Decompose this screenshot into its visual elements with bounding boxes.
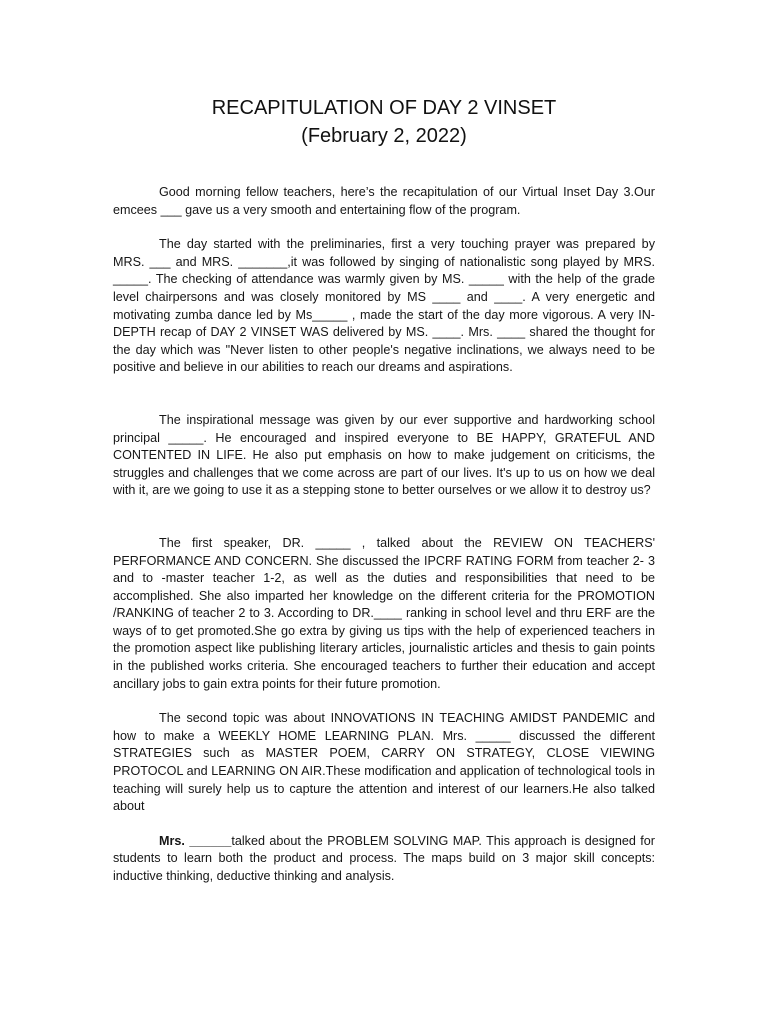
paragraph-second-topic: The second topic was about INNOVATIONS IN TEACHING AMIDST PANDEMIC and how to make a WEEKLY HOME LEARNING PLAN. Mrs. _____ discussed the different STRATEGIES such as MASTER POEM, CARRY ON STRATEGY, CLOSE VIEWING PROTOCOL and LEARNING ON AIR.These modification and application of technological tools in teaching will surely help us to capture the attention and interest of our learners.He also talked about [113,711,655,814]
document-body [113,184,655,886]
paragraph-spacer [113,500,655,535]
paragraph-problem-solving-map-text: talked about the PROBLEM SOLVING MAP. This approach is designed for students to learn both the product and process. The maps build on 3 major skill concepts: inductive thinking, deductive thinking and analysis. [113,833,655,883]
paragraph-inspirational-message: The inspirational message was given by our ever supportive and hardworking school principal _____. He encouraged and inspired everyone to BE HAPPY, GRATEFUL AND CONTENTED IN LIFE. He also put emphasis on how to make judgement on criticisms, the struggles and challenges that we come across are part of our lives. It's up to us on how we deal with it, are we going to use it as a stepping stone to better ourselves or we allow it to destroy us? [113,412,655,498]
paragraph-problem-solving-map [113,833,655,886]
paragraph-greeting: Good morning fellow teachers, here’s the recapitulation of our Virtual Inset Day 3.Our emcees ___ gave us a very smooth and entertaining flow of the program. [113,185,655,217]
paragraph-spacer [113,377,655,412]
paragraph-spacer [113,219,655,236]
paragraph-spacer [113,816,655,833]
document-date: (February 2, 2022) [301,125,467,147]
title-block [0,94,768,150]
speaker-name-bold: Mrs. ______ [159,833,232,848]
paragraph-first-speaker: The first speaker, DR. _____ , talked about the REVIEW ON TEACHERS' PERFORMANCE AND CONCERN. She discussed the IPCRF RATING FORM from teacher 2- 3 and to -master teacher 1-2, as well as the duties and responsibilities that need to be accomplished. She also imparted her knowledge on the different criteria for the PROMOTION /RANKING of teacher 2 to 3. According to DR.____ ranking in school level and thru ERF are the ways of to get promoted.She go extra by giving us tips with the help of experienced teachers in the promotion aspect like publishing literary articles, journalistic articles and thesis to gain points in the published works criteria. She encouraged teachers to further their education and accept ancillary jobs to gain extra points for their future promotion. [113,535,655,691]
paragraph-spacer [113,693,655,710]
paragraph-preliminaries: The day started with the preliminaries, first a very touching prayer was prepared by MRS. ___ and MRS. _______,it was followed by singing of nationalistic song played by MRS. _____. The checking of attendance was warmly given by MS. _____ with the help of the grade level chairpersons and was closely monitored by MS ____ and ____. A very energetic and motivating zumba dance led by Ms_____ , made the start of the day more vigorous. A very IN-DEPTH recap of DAY 2 VINSET WAS delivered by MS. ____. Mrs. ____ shared the thought for the day which was "Never listen to other people's negative inclinations, we always need to be positive and believe in our abilities to reach our dreams and aspirations. [113,237,655,375]
document-title: RECAPITULATION OF DAY 2 VINSET [211,97,557,119]
